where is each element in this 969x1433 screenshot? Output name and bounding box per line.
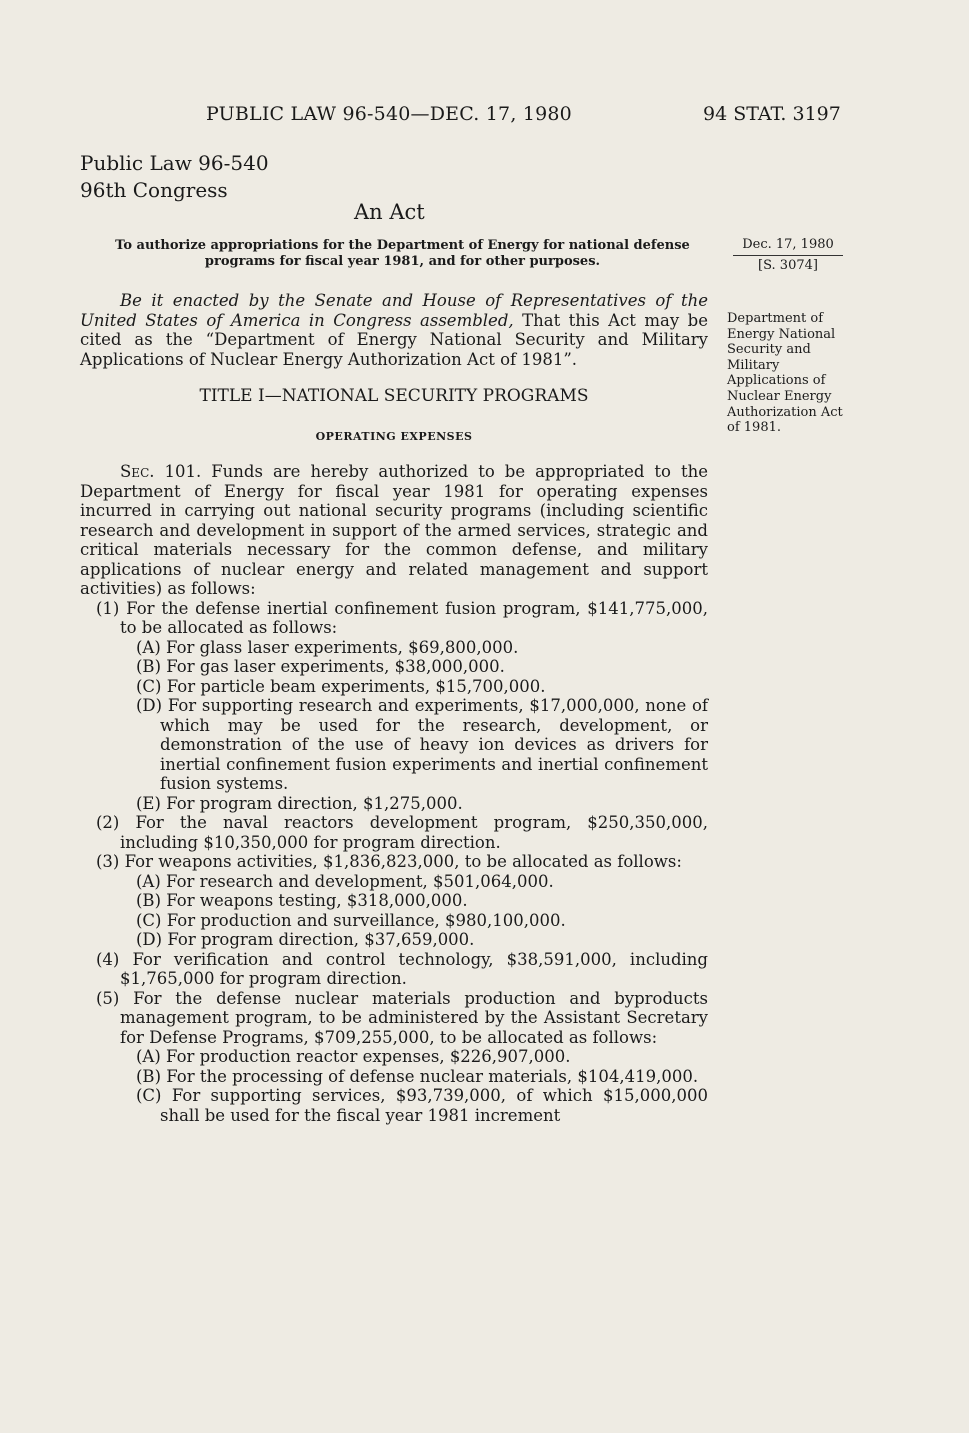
margin-note-short-title: Department of Energy National Security and Military Applications of Nuclear Energy Authorization Act of 1981. bbox=[727, 311, 843, 436]
list-item: (1) For the defense inertial confinement fusion program, $141,775,000, to be allocated as follows: bbox=[96, 598, 708, 637]
list-item: (D) For supporting research and experiments, $17,000,000, none of which may be used for the research, development, or demonstration of the use of heavy ion devices as drivers for inertial confinement fusion experiments and inertial confinement fusion systems. bbox=[136, 696, 708, 793]
list-item: (C) For particle beam experiments, $15,700,000. bbox=[136, 676, 546, 696]
margin-bill-number: [S. 3074] bbox=[758, 258, 818, 273]
section-intro-text: Funds are hereby authorized to be appropriated to the Department of Energy for fiscal year 1981 for operating expenses incurred in carrying out national security programs (including scientific research and development in support of the armed services, strategic and critical materials necessary for the common defense, and military applications of nuclear energy and related management and support activities) as follows: bbox=[80, 462, 708, 598]
margin-date-block bbox=[733, 235, 843, 275]
list-item: (5) For the defense nuclear materials production and byproducts management program, to be administered by the Assistant Secretary for Defense Programs, $709,255,000, to be allocated as follows: bbox=[96, 988, 708, 1047]
section-101-intro bbox=[80, 462, 708, 599]
list-item: (A) For glass laser experiments, $69,800,000. bbox=[136, 637, 519, 657]
list-item: (2) For the naval reactors development program, $250,350,000, including $10,350,000 for program direction. bbox=[96, 813, 708, 852]
list-item: (A) For production reactor expenses, $226,907,000. bbox=[136, 1047, 571, 1066]
enacting-clause-italic: Be it enacted by the Senate and House of Representatives of the United States of America in Congress assembled, bbox=[80, 291, 708, 330]
list-item: (B) For gas laser experiments, $38,000,000. bbox=[136, 657, 505, 676]
enacting-clause-text: That this Act may be cited as the “Department of Energy National Security and Military Applications of Nuclear Energy Authorization Act of 1981”. bbox=[80, 310, 708, 369]
running-header-page-number: 94 STAT. 3197 bbox=[703, 103, 841, 125]
section-101 bbox=[80, 462, 708, 1125]
list-item: (E) For program direction, $1,275,000. bbox=[136, 793, 463, 813]
list-item: (A) For research and development, $501,064,000. bbox=[136, 871, 554, 891]
title-heading: TITLE I—NATIONAL SECURITY PROGRAMS bbox=[199, 386, 589, 406]
list-item: (C) For supporting services, $93,739,000, of which $15,000,000 shall be used for the fiscal year 1981 increment bbox=[136, 1086, 708, 1125]
public-law-number: Public Law 96-540 bbox=[80, 151, 269, 175]
section-subheading: OPERATING EXPENSES bbox=[315, 430, 473, 443]
congress-number: 96th Congress bbox=[80, 178, 228, 202]
section-items bbox=[80, 599, 708, 1126]
list-item: (B) For weapons testing, $318,000,000. bbox=[136, 891, 468, 910]
list-item: (C) For production and surveillance, $980,100,000. bbox=[136, 910, 566, 930]
enacting-clause bbox=[80, 291, 708, 369]
list-item: (3) For weapons activities, $1,836,823,000, to be allocated as follows: bbox=[96, 852, 682, 871]
act-title: An Act bbox=[354, 200, 425, 224]
list-item: (B) For the processing of defense nuclear materials, $104,419,000. bbox=[136, 1066, 699, 1086]
act-purpose: To authorize appropriations for the Department of Energy for national defense programs for fiscal year 1981, and for other purposes. bbox=[115, 238, 690, 269]
margin-date: Dec. 17, 1980 bbox=[733, 235, 843, 256]
running-header-left: PUBLIC LAW 96-540—DEC. 17, 1980 bbox=[206, 103, 572, 125]
list-item: (D) For program direction, $37,659,000. bbox=[136, 930, 475, 949]
list-item: (4) For verification and control technology, $38,591,000, including $1,765,000 for program direction. bbox=[96, 949, 708, 988]
section-label: Sec. 101. bbox=[120, 462, 202, 481]
